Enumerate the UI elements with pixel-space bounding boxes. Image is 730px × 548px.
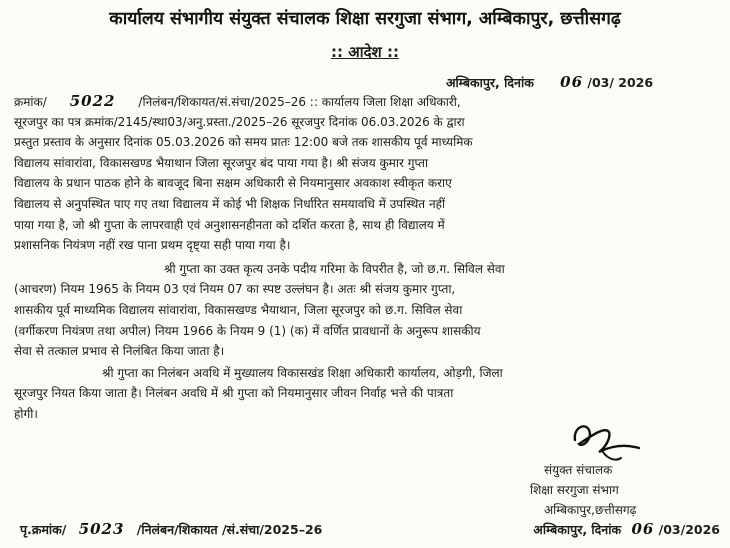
paragraph-line: श्री गुप्ता का उक्त कृत्य उनके पदीय गरिमा के विपरीत है, जो छ.ग. सिविल सेवा <box>164 261 505 276</box>
order-body <box>14 91 720 425</box>
paragraph-line: विद्यालय सांवारांवा, विकासखण्ड भैयाथान जिला सूरजपुर बंद पाया गया है। श्री संजय कुमार गुप्ता <box>14 155 429 170</box>
dateline-date-rest: /03/ 2026 <box>587 75 654 90</box>
paragraph-3 <box>14 363 720 425</box>
order-title <box>0 42 730 62</box>
paragraph-line: विद्यालय से अनुपस्थित पाए गए तथा विद्यालय में कोई भी शिक्षक निर्धारित समयावधि में उपस्थित नहीं <box>14 196 446 211</box>
paragraph-line: प्रशासनिक नियंत्रण नहीं रख पाना प्रथम दृष्ट्या सही पाया गया है। <box>14 238 291 253</box>
endorsement-date-rest: /03/2026 <box>658 522 720 537</box>
paragraph-line: (आचरण) नियम 1965 के नियम 03 एवं नियम 07 का स्पष्ट उल्लंघन है। अतः श्री संजय कुमार गुप्ता, <box>14 282 456 297</box>
signatory-division: शिक्षा सरगुजा संभाग <box>530 483 619 497</box>
order-title-text: :: आदेश :: <box>331 43 399 61</box>
reference-prefix: क्रमांक/ <box>14 95 47 109</box>
order-dateline <box>446 73 653 91</box>
paragraph-line: शासकीय पूर्व माध्यमिक विद्यालय सांवारांवा, विकासखण्ड भैयाथान, जिला सूरजपुर को छ.ग. सिविल सेवा <box>14 302 463 317</box>
reference-number: 5022 <box>69 92 116 110</box>
signature-block <box>530 460 636 520</box>
endorsement-rest: /निलंबन/शिकायत /सं.संचा/2025–26 <box>136 522 323 537</box>
paragraph-line: (वर्गीकरण नियंत्रण तथा अपील) नियम 1966 के नियम 9 (1) (क) में वर्णित प्रावधानों के अनुरूप शासकीय <box>14 323 481 338</box>
paragraph-line: सूरजपुर का पत्र क्रमांक/2145/स्था03/अनु.प्रस्ता./2025–26 सूरजपुर दिनांक 06.03.2026 के द्वारा <box>14 114 465 129</box>
paragraph-line: श्री गुप्ता का निलंबन अवधि में मुख्यालय विकासखंड शिक्षा अधिकारी कार्यालय, ओड़गी, जिला <box>102 365 503 380</box>
paragraph-2 <box>14 259 720 362</box>
reference-rest: /निलंबन/शिकायत/सं.संचा/2025–26 :: कार्यालय जिला शिक्षा अधिकारी, <box>138 95 461 109</box>
paragraph-line: विद्यालय के प्रधान पाठक होने के बावजूद बिना सक्षम अधिकारी से नियमानुसार अवकाश स्वीकृत कराए <box>14 176 452 191</box>
handwritten-signature <box>565 418 665 466</box>
endorsement-day: 06 <box>631 520 655 538</box>
signatory-place: अम्बिकापुर,छत्तीसगढ़ <box>544 503 637 517</box>
dateline-day: 06 <box>560 73 584 91</box>
paragraph-1 <box>14 112 720 256</box>
endorsement-prefix: पृ.क्रमांक/ <box>20 522 67 537</box>
paragraph-line: सेवा से तत्काल प्रभाव से निलंबित किया जाता है। <box>14 344 225 359</box>
endorsement-number: 5023 <box>78 520 125 538</box>
paragraph-line: प्रस्तुत प्रस्ताव के अनुसार दिनांक 05.03.2026 को समय प्रातः 12:00 बजे तक शासकीय पूर्व माध्यमिक <box>14 135 473 150</box>
paragraph-line: होगी। <box>14 406 38 421</box>
reference-line <box>14 91 720 112</box>
dateline-place: अम्बिकापुर, दिनांक <box>446 75 534 90</box>
endorsement-place: अम्बिकापुर, दिनांक <box>533 522 622 537</box>
paragraph-line: सूरजपुर नियत किया जाता है। निलंबन अवधि में श्री गुप्ता को नियमानुसार जीवन निर्वाह भत्ते की पात्रता <box>14 386 454 401</box>
endorsement-line <box>20 520 720 538</box>
office-heading: कार्यालय संभागीय संयुक्त संचालक शिक्षा सरगुजा संभाग, अम्बिकापुर, छत्तीसगढ़ <box>109 9 621 29</box>
paragraph-line: पाया गया है, जो श्री गुप्ता के लापरवाही एवं अनुशासनहीनता को दर्शित करता है, साथ ही विद्यालय में <box>14 217 445 232</box>
signatory-designation: संयुक्त संचालक <box>544 463 613 477</box>
endorsement-date <box>533 520 720 538</box>
endorsement-reference <box>20 520 322 538</box>
